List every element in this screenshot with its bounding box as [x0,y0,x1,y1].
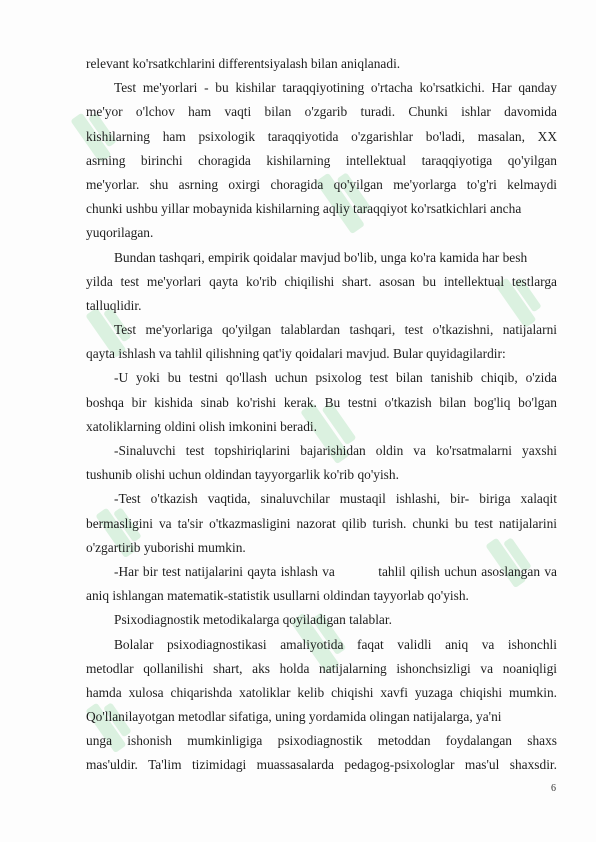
text-line: -Sinaluvchi test topshiriqlarini bajarishidan oldin va ko'rsatmalarni yaxshi [114,443,557,458]
text-line: unga ishonish mumkinligiga psixodiagnostik metoddan foydalangan shaxs [86,733,557,749]
text-line: yuqorilagan. [86,225,154,241]
text-line: mas'uldir. Ta'lim tizimidagi muassasalarda pedagog-psixologlar mas'ul shaxsdir. [86,757,557,773]
text-line: boshqa bir kishida sinab ko'rishi kerak. Bu testni o'tkazish bilan bog'liq bo'lgan [86,394,557,410]
text-line: me'yorlar. shu asrning oxirgi choragida qo'yilgan me'yorlarga to'g'ri kelmaydi [86,176,557,192]
text-line: yilda test me'yorlari qayta ko'rib chiqilishi shart. asosan bu intellektual testlarga [86,273,557,289]
text-line: chunki ushbu yillar mobaynida kishilarning aqliy taraqqiyot ko'rsatkichlari ancha [86,201,522,217]
text-line: xatoliklarning oldini olish imkonini beradi. [86,418,317,434]
text-line: talluqlidir. [86,297,142,313]
text-line: o'zgartirib yuborishi mumkin. [86,539,246,555]
text-line: aniq ishlangan matematik-statistik usullarni oldindan tayyorlab qo'yish. [86,588,469,604]
text-line: Bundan tashqari, empirik qoidalar mavjud bo'lib, unga ko'ra kamida har besh [114,249,528,265]
text-line: metodlar qollanilishi shart, aks holda natijalarning ishonchsizligi va noaniqligi [86,660,557,676]
text-line: Test me'yorlariga qo'yilgan talablardan tashqari, test o'tkazishni, natijalarni [114,322,557,338]
text-line: hamda xulosa chiqarishda xatoliklar kelib chiqishi xavfi yuzaga chiqishi mumkin. [86,684,557,700]
text-line: kishilarning ham psixologik taraqqiyotida o'zgarishlar bo'ladi, masalan, XX [86,128,557,144]
text-line: bermasligini va ta'sir o'tkazmasligini nazorat qilib turish. chunki bu test natijalarini [86,515,557,531]
text-line: Test me'yorlari - bu kishilar taraqqiyotining o'rtacha ko'rsatkichi. Har qanday [114,80,557,96]
text-line: Qo'llanilayotgan metodlar sifatiga, uning yordamida olingan natijalarga, ya'ni [86,709,502,725]
text-line: -Har bir test natijalarini qayta ishlash va tahlil qilish uchun asoslangan va [114,563,557,579]
text-line: Bolalar psixodiagnostikasi amaliyotida faqat validli aniq va ishonchli [114,636,557,652]
text-line: tushunib olishi uchun oldindan tayyorgarlik ko'rib qo'yish. [86,467,399,483]
text-line: -U yoki bu testni qo'llash uchun psixolog test bilan tanishib chiqib, o'zida [114,370,557,386]
text-line: asrning birinchi choragida kishilarning intellektual taraqqiyotiga qo'yilgan [86,152,557,168]
page-number: 6 [551,783,556,794]
text-line: me'yor o'lchov ham vaqti bilan o'zgarib turadi. Chunki ishlar davomida [86,104,557,120]
text-line: qayta ishlash va tahlil qilishning qat'iy qoidalari mavjud. Bular quyidagilardir: [86,346,506,362]
body-text [86,52,557,778]
section-heading: Psixodiagnostik metodikalarga qoyiladigan talablar. [114,612,392,628]
text-line: relevant ko'rsatkchlarini differentsiyalash bilan aniqlanadi. [86,56,401,71]
text-line: -Test o'tkazish vaqtida, sinaluvchilar mustaqil ishlashi, bir- biriga xalaqit [114,491,557,507]
